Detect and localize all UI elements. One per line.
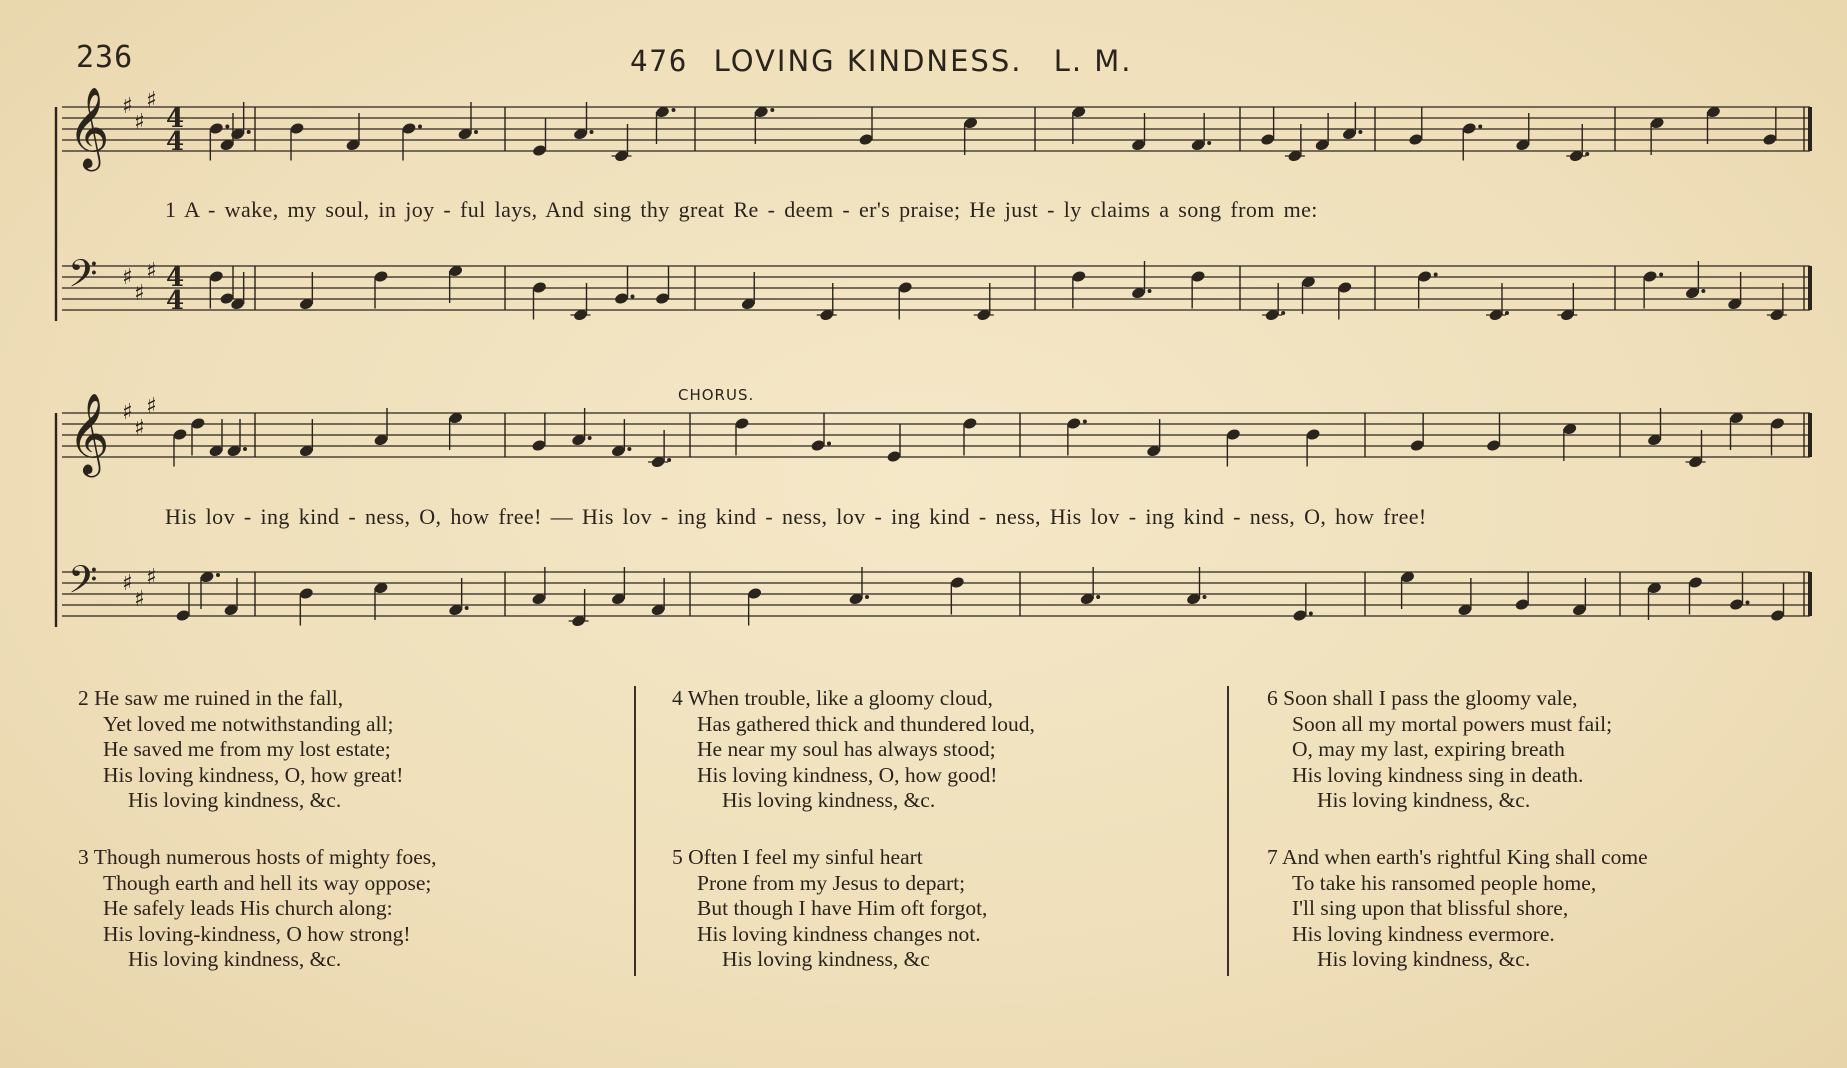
note-dot (865, 595, 869, 599)
music-note (457, 102, 478, 141)
verse-line: His loving kindness changes not. (697, 921, 981, 946)
time-signature-bottom: 4 (166, 127, 185, 157)
note-dot (225, 125, 229, 129)
music-note (1301, 275, 1316, 314)
verse-number: 6 (1267, 686, 1278, 710)
music-note (962, 417, 977, 456)
music-note (299, 587, 314, 626)
music-note (226, 419, 247, 458)
music-note (1131, 261, 1152, 300)
music-note (655, 267, 670, 306)
music-note (1688, 576, 1703, 615)
music-note (1686, 430, 1706, 469)
note-dot (1585, 152, 1589, 156)
note-dot (590, 130, 594, 134)
music-note (1417, 270, 1438, 309)
music-note (1557, 283, 1577, 322)
note-dot (1203, 595, 1207, 599)
music-note (1190, 113, 1211, 152)
verse-line: He saved me from my lost estate; (103, 737, 391, 761)
music-note (571, 283, 591, 322)
verse-line: His loving kindness sing in death. (1292, 762, 1584, 787)
treble-staff (62, 86, 1810, 171)
lyric-line-2: His lov - ing kind - ness, O, how free! — His lov - ing kind - ness, lov - ing kind - ness, His lov - ing kind - ness, O, how free! (165, 504, 1427, 529)
music-note (886, 425, 901, 464)
hymn-heading (630, 44, 1133, 78)
music-note (1514, 573, 1529, 612)
music-note (1647, 581, 1662, 620)
music-note (1190, 270, 1205, 309)
note-dot (1083, 420, 1087, 424)
music-note (1260, 108, 1275, 147)
music-note (172, 428, 187, 467)
time-signature-top: 4 (166, 263, 185, 293)
verse-line: 5 Often I feel my sinful heart (672, 845, 923, 869)
music-note (199, 570, 220, 609)
note-dot (588, 436, 592, 440)
note-dot (1358, 130, 1362, 134)
music-note (1409, 414, 1424, 453)
note-dot (1096, 595, 1100, 599)
music-note (190, 417, 205, 456)
note-dot (770, 108, 774, 112)
lyric-line-1: 1 A - wake, my soul, in joy - ful lays, And sing thy great Re - deem - er's praise; He just - ly claims a song from me: (165, 197, 1318, 222)
music-note (898, 281, 913, 320)
music-note (1342, 102, 1363, 141)
music-note (741, 272, 756, 311)
music-note (299, 419, 314, 458)
sharp-icon: ♯ (146, 394, 157, 419)
music-note (208, 419, 223, 458)
music-note (175, 584, 190, 623)
verse-line: Prone from my Jesus to depart; (697, 870, 966, 895)
music-note (209, 270, 224, 309)
music-note (974, 283, 994, 322)
sharp-icon: ♯ (134, 281, 145, 306)
music-note (1186, 567, 1207, 606)
music-note (1762, 108, 1777, 147)
music-note (1071, 105, 1086, 144)
music-note (1486, 283, 1509, 322)
music-note (219, 267, 234, 306)
music-note (448, 411, 463, 450)
music-note (963, 116, 978, 155)
music-note (299, 272, 314, 311)
time-signature-top: 4 (166, 104, 185, 134)
music-note (1767, 283, 1787, 322)
music-note (223, 578, 238, 617)
note-dot (1309, 612, 1313, 616)
verse-line: To take his ransomed people home, (1292, 870, 1597, 895)
hymn-meter: L. M. (1053, 44, 1133, 78)
music-note (1305, 428, 1320, 467)
music-note (817, 283, 837, 322)
note-dot (672, 108, 676, 112)
music-note (448, 578, 469, 617)
verse-refrain: His loving kindness, &c (722, 947, 930, 971)
verse-line: Yet loved me notwithstanding all; (103, 711, 394, 736)
sharp-icon: ♯ (134, 416, 145, 441)
verse-line: Soon all my mortal powers must fail; (1292, 711, 1613, 736)
music-note (531, 414, 546, 453)
music-note (1071, 270, 1086, 309)
music-note (1462, 122, 1483, 161)
music-note (532, 281, 547, 320)
note-dot (1207, 141, 1211, 145)
sharp-icon: ♯ (134, 110, 145, 135)
verse-line: 7 And when earth's rightful King shall come (1267, 845, 1648, 869)
music-note (531, 567, 546, 606)
music-note (401, 122, 422, 161)
music-note (1647, 408, 1662, 447)
verse-line: His loving kindness evermore. (1292, 921, 1555, 946)
music-note (754, 105, 775, 144)
note-dot (1701, 289, 1705, 293)
music-note (1457, 578, 1472, 617)
sharp-icon: ♯ (122, 571, 133, 596)
sharp-icon: ♯ (122, 94, 133, 119)
note-dot (631, 295, 635, 299)
music-note (448, 264, 463, 303)
verse-refrain: His loving kindness, &c. (722, 788, 936, 812)
music-note (734, 417, 749, 456)
verse-line: Has gathered thick and thundered loud, (697, 711, 1035, 736)
music-note (1285, 124, 1305, 163)
hymn-title: LOVING KINDNESS. (713, 44, 1023, 78)
chorus-label: CHORUS. (678, 386, 755, 404)
verse-line: His loving-kindness, O how strong! (103, 921, 411, 946)
verse-line: 4 When trouble, like a gloomy cloud, (672, 686, 993, 710)
music-note (571, 408, 592, 447)
note-dot (243, 447, 247, 451)
verse-line: His loving kindness, O, how good! (697, 762, 998, 787)
page-number: 236 (76, 40, 134, 75)
sharp-icon: ♯ (146, 565, 157, 590)
verse-refrain: His loving kindness, &c. (128, 788, 342, 812)
verse-number: 5 (672, 845, 683, 869)
music-note (950, 576, 965, 615)
note-dot (465, 606, 469, 610)
music-note (1729, 411, 1744, 450)
music-note (532, 119, 547, 158)
music-note (1770, 417, 1785, 456)
music-note (230, 272, 245, 311)
music-note (289, 122, 304, 161)
music-note (858, 108, 873, 147)
note-dot (827, 442, 831, 446)
music-note (1727, 272, 1742, 311)
music-note (612, 124, 632, 163)
music-note (573, 102, 594, 141)
verse-number: 2 (78, 686, 89, 710)
column-divider-2 (1227, 686, 1229, 976)
treble-clef-icon: 𝄞 (68, 392, 110, 474)
music-note (747, 587, 762, 626)
sharp-icon: ♯ (146, 88, 157, 113)
music-note (1486, 414, 1501, 453)
music-note (569, 589, 589, 628)
music-note (1146, 419, 1161, 458)
music-note (345, 113, 360, 152)
music-note (1314, 113, 1329, 152)
music-note (1706, 105, 1721, 144)
bass-clef-icon: 𝄢 (68, 251, 98, 305)
music-note (1131, 113, 1146, 152)
bass-clef-icon: 𝄢 (68, 557, 98, 611)
music-note (611, 419, 632, 458)
bass-staff (62, 251, 1810, 322)
sharp-icon: ♯ (122, 265, 133, 290)
note-dot (247, 130, 251, 134)
verse-line: Though earth and hell its way oppose; (103, 870, 432, 895)
music-note (1572, 578, 1587, 617)
verse-line: He near my soul has always stood; (697, 737, 996, 761)
music-note (373, 408, 388, 447)
verse-number: 3 (78, 845, 89, 869)
music-note (1408, 108, 1423, 147)
music-note (1066, 417, 1087, 456)
verse-refrain: His loving kindness, &c. (1317, 788, 1531, 812)
music-note (1562, 422, 1577, 461)
music-note (648, 430, 671, 469)
verse-3 (78, 845, 437, 973)
note-dot (667, 458, 671, 462)
note-dot (1281, 311, 1285, 315)
sharp-icon: ♯ (134, 587, 145, 612)
note-dot (418, 125, 422, 129)
verse-4 (672, 686, 1035, 814)
music-note (1400, 570, 1415, 609)
sharp-icon: ♯ (122, 400, 133, 425)
verse-7 (1267, 845, 1648, 973)
verse-number: 4 (672, 686, 683, 710)
music-note (650, 578, 665, 617)
treble-clef-icon: 𝄞 (68, 86, 110, 168)
bass-staff (62, 557, 1810, 628)
note-dot (1478, 125, 1482, 129)
verse-number: 7 (1267, 845, 1278, 869)
verse-line: 3 Though numerous hosts of mighty foes, (78, 845, 437, 869)
note-dot (1148, 289, 1152, 293)
verse-line: His loving kindness, O, how great! (103, 762, 404, 787)
music-note (848, 567, 869, 606)
note-dot (1659, 273, 1663, 277)
note-dot (1746, 601, 1750, 605)
music-note (1079, 567, 1100, 606)
verse-6 (1267, 686, 1612, 814)
music-note (1262, 283, 1285, 322)
note-dot (627, 447, 631, 451)
music-note (611, 567, 626, 606)
verse-line: I'll sing upon that blissful shore, (1292, 896, 1569, 920)
note-dot (216, 573, 220, 577)
verse-2 (78, 686, 403, 814)
sharp-icon: ♯ (146, 259, 157, 284)
note-dot (1434, 273, 1438, 277)
column-divider-1 (634, 686, 636, 976)
time-signature-bottom: 4 (166, 286, 185, 316)
music-note (655, 105, 676, 144)
verse-line: 6 Soon shall I pass the gloomy vale, (1267, 686, 1578, 710)
verse-refrain: His loving kindness, &c. (128, 947, 342, 971)
verse-refrain: His loving kindness, &c. (1317, 947, 1531, 971)
verse-line: But though I have Him oft forgot, (697, 896, 988, 920)
hymn-number: 476 (630, 44, 689, 78)
note-dot (1505, 311, 1509, 315)
note-dot (474, 130, 478, 134)
music-note (1685, 261, 1706, 300)
music-note (1770, 584, 1785, 623)
music-note (1642, 270, 1663, 309)
verse-line: 2 He saw me ruined in the fall, (78, 686, 344, 710)
music-note (1337, 281, 1352, 320)
verse-line: He safely leads His church along: (103, 896, 393, 920)
music-note (373, 581, 388, 620)
music-note (1515, 113, 1530, 152)
music-note (1226, 428, 1241, 467)
music-note (1649, 116, 1664, 155)
music-note (373, 270, 388, 309)
verse-5 (672, 845, 987, 973)
verse-line: O, may my last, expiring breath (1292, 737, 1565, 761)
treble-staff (62, 392, 1810, 477)
music-note (1566, 124, 1589, 163)
